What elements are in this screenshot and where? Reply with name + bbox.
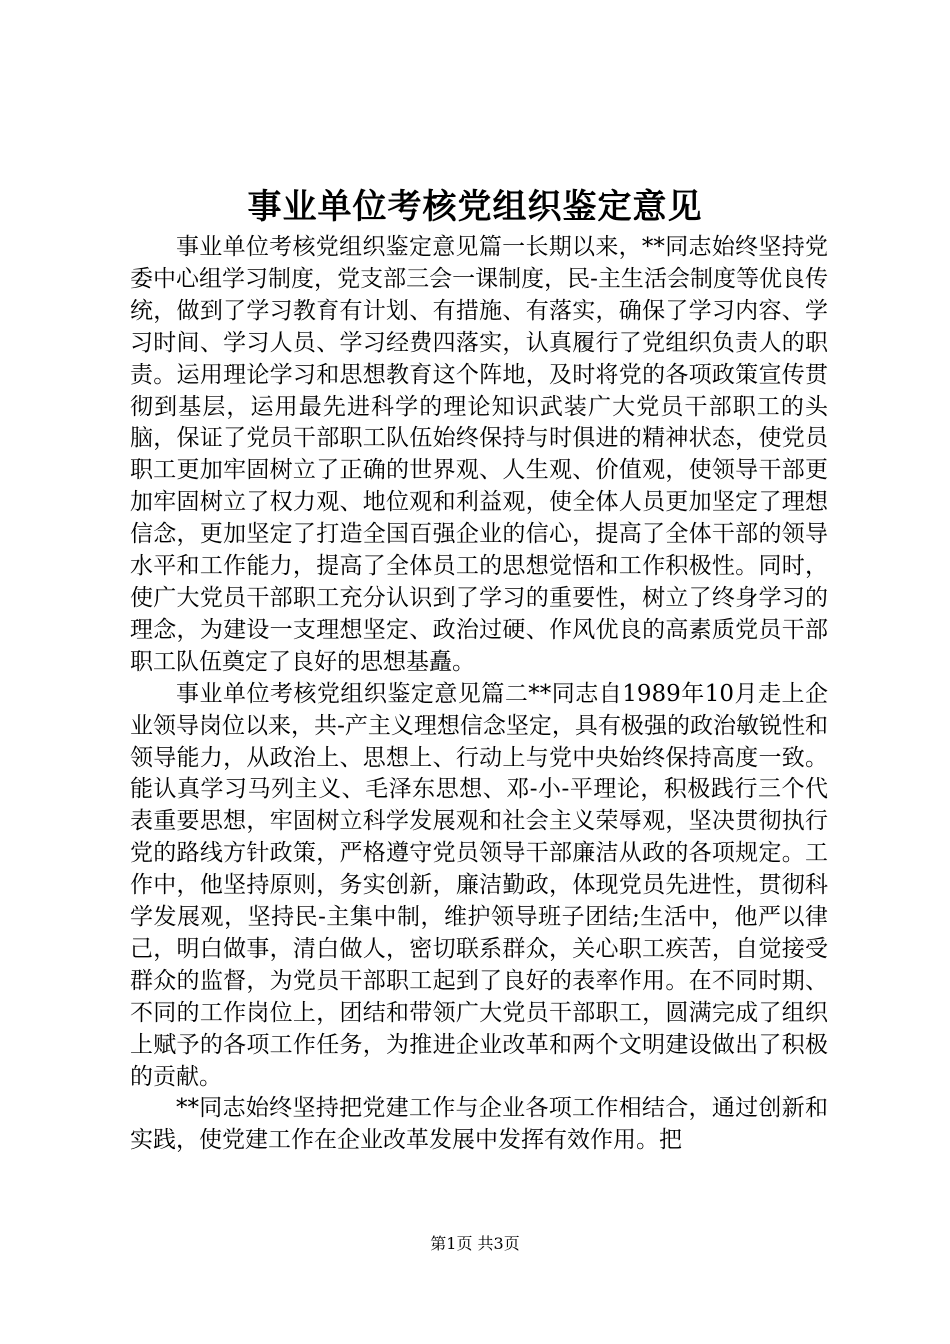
page-number-footer: 第1页 共3页 [430, 1234, 520, 1253]
paragraph-2: 事业单位考核党组织鉴定意见篇二**同志自1989年10月走上企业领导岗位以来，共-产主义理想信念坚定，具有极强的政治敏锐性和领导能力，从政治上、思想上、行动上与党中央始终保持高度一致。能认真学习马列主义、毛泽东思想、邓-小-平理论，积极践行三个代表重要思想，牢固树立科学发展观和社会主义荣辱观，坚决贯彻执行党的路线方针政策，严格遵守党员领导干部廉洁从政的各项规定。工作中，他坚持原则，务实创新，廉洁勤政，体现党员先进性，贯彻科学发展观，坚持民-主集中制，维护领导班子团结;生活中，他严以律己，明白做事，清白做人，密切联系群众，关心职工疾苦，自觉接受群众的监督，为党员干部职工起到了良好的表率作用。在不同时期、不同的工作岗位上，团结和带领广大党员干部职工，圆满完成了组织上赋予的各项工作任务，为推进企业改革和两个文明建设做出了积极的贡献。 [130, 680, 828, 1090]
document-title: 事业单位考核党组织鉴定意见 [247, 187, 703, 227]
paragraph-1: 事业单位考核党组织鉴定意见篇一长期以来，**同志始终坚持党委中心组学习制度，党支部三会一课制度，民-主生活会制度等优良传统，做到了学习教育有计划、有措施、有落实，确保了学习内容、学习时间、学习人员、学习经费四落实，认真履行了党组织负责人的职责。运用理论学习和思想教育这个阵地，及时将党的各项政策宣传贯彻到基层，运用最先进科学的理论知识武装广大党员干部职工的头脑，保证了党员干部职工队伍始终保持与时俱进的精神状态，使党员职工更加牢固树立了正确的世界观、人生观、价值观，使领导干部更加牢固树立了权力观、地位观和利益观，使全体人员更加坚定了理想信念，更加坚定了打造全国百强企业的信心，提高了全体干部的领导水平和工作能力，提高了全体员工的思想觉悟和工作积极性。同时，使广大党员干部职工充分认识到了学习的重要性，树立了终身学习的理念，为建设一支理想坚定、政治过硬、作风优良的高素质党员干部职工队伍奠定了良好的思想基矗。 [130, 234, 828, 675]
document-body [130, 232, 828, 1157]
paragraph-3: **同志始终坚持把党建工作与企业各项工作相结合，通过创新和实践，使党建工作在企业改革发展中发挥有效作用。把 [130, 1095, 828, 1154]
